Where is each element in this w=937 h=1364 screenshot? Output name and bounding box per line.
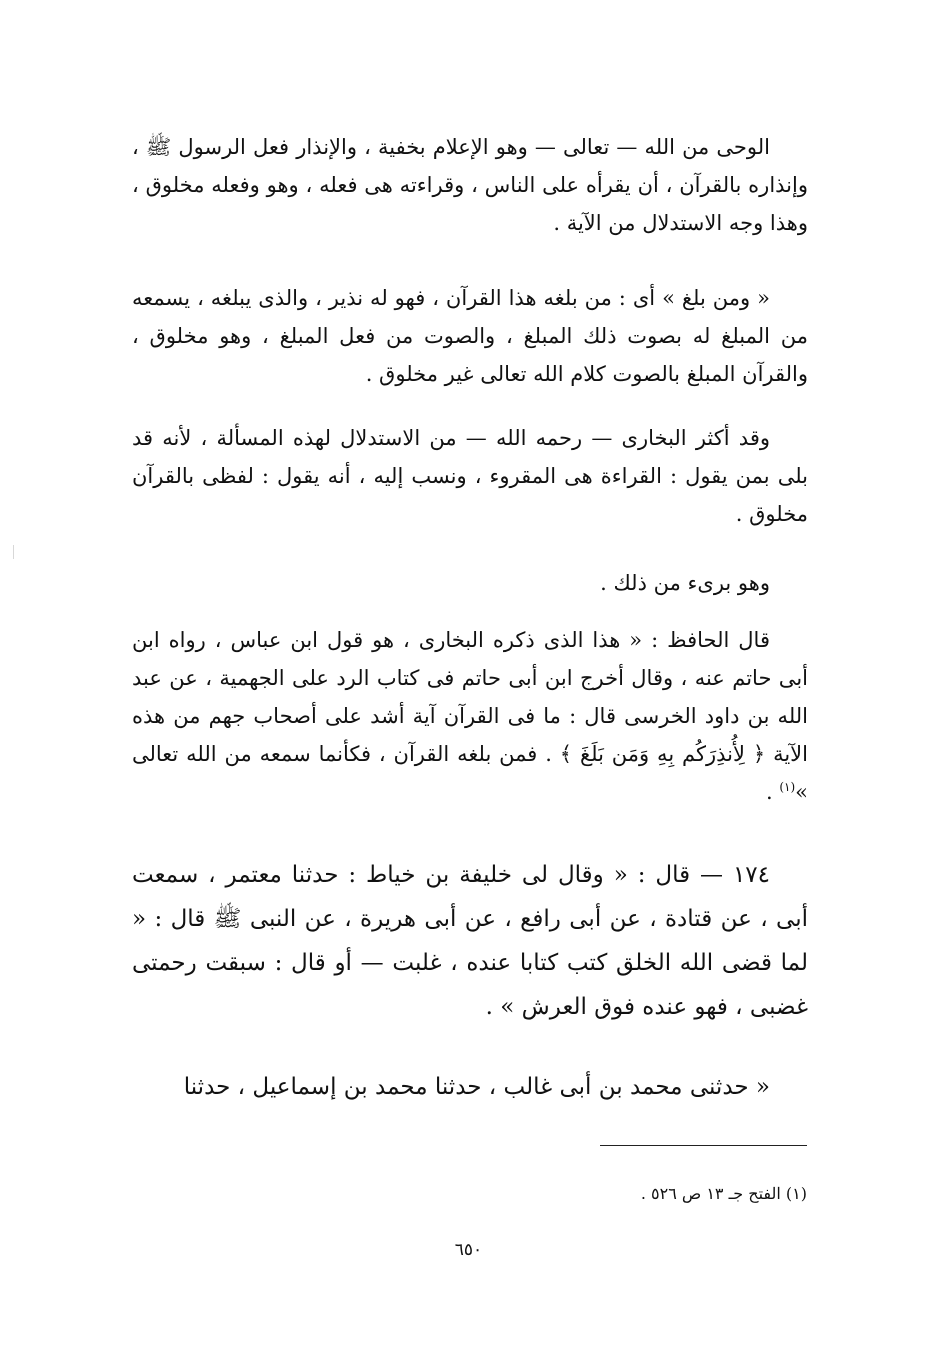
hadith-174: [132, 853, 808, 1029]
page-number: ٦٥٠: [454, 1240, 483, 1260]
paragraph-man-balagha: [132, 279, 808, 393]
paragraph-text: وقد أكثر البخارى — رحمه الله — من الاستدلال لهذه المسألة ، لأنه قد بلى بمن يقول : القراءة هى المقروء ، ونسب إليه ، أنه يقول : لفظى بالقرآن مخلوق .: [132, 426, 808, 526]
paragraph-baree: [132, 564, 808, 602]
paragraph-hafiz: [132, 621, 808, 811]
paragraph-text: ١٧٤ — قال : « وقال لى خليفة بن خياط : حدثنا معتمر ، سمعت أبى ، عن قتادة ، عن أبى رافع ، عن أبى هريرة ، عن النبى ﷺ قال : « لما قضى الله الخلق كتب كتابا عنده ، غلبت — أو قال : سبقت رحمتى غضبى ، فهو عنده فوق العرش » .: [132, 862, 808, 1020]
paragraph-text: [132, 621, 808, 811]
hafiz-quote-end: . فمن بلغه القرآن ، فكأنما سمعه من الله تعالى »: [132, 742, 808, 804]
footnote-reference[interactable]: (١): [779, 780, 796, 794]
paragraph-bukhari: [132, 419, 808, 533]
footnote-1: (١) الفتح جـ ١٣ ص ٥٢٦ .: [640, 1184, 807, 1203]
scan-margin-mark: [13, 545, 14, 559]
paragraph-wahy: [132, 128, 808, 242]
paragraph-text: « حدثنى محمد بن أبى غالب ، حدثنا محمد بن إسماعيل ، حدثنا: [183, 1074, 770, 1100]
paragraph-text: وهو برىء من ذلك .: [600, 571, 770, 595]
paragraph-text: الوحى من الله — تعالى — وهو الإعلام بخفية ، والإنذار فعل الرسول ﷺ ، وإنذاره بالقرآن ، أن يقرأه على الناس ، وقراءته هى فعله ، وهو وفعله مخلوق ، وهذا وجه الاستدلال من الآية .: [132, 135, 808, 235]
quran-verse: ﴿ لِأُنذِرَكُم بِهِ وَمَن بَلَغَ ﴾: [559, 742, 766, 766]
paragraph-text: « ومن بلغ » أى : من بلغه هذا القرآن ، فهو له نذير ، والذى يبلغه ، يسمعه من المبلغ له بصوت ذلك المبلغ ، والصوت من فعل المبلغ ، وهو مخلوق ، والقرآن المبلغ بالصوت كلام الله تعالى غير مخلوق .: [132, 286, 808, 386]
footnote-divider: [600, 1145, 807, 1146]
hafiz-quote-text: قال الحافظ : « هذا الذى ذكره البخارى ، هو قول ابن عباس ، رواه ابن أبى حاتم عنه ، وقال أخرج ابن أبى حاتم فى كتاب الرد على الجهمية ، عن عبد الله بن داود الخرسى قال : ما فى القرآن آية أشد على أصحاب جهم من هذه الآية: [132, 628, 808, 766]
sentence-end: .: [765, 780, 773, 804]
paragraph-haddathani: [132, 1065, 808, 1109]
